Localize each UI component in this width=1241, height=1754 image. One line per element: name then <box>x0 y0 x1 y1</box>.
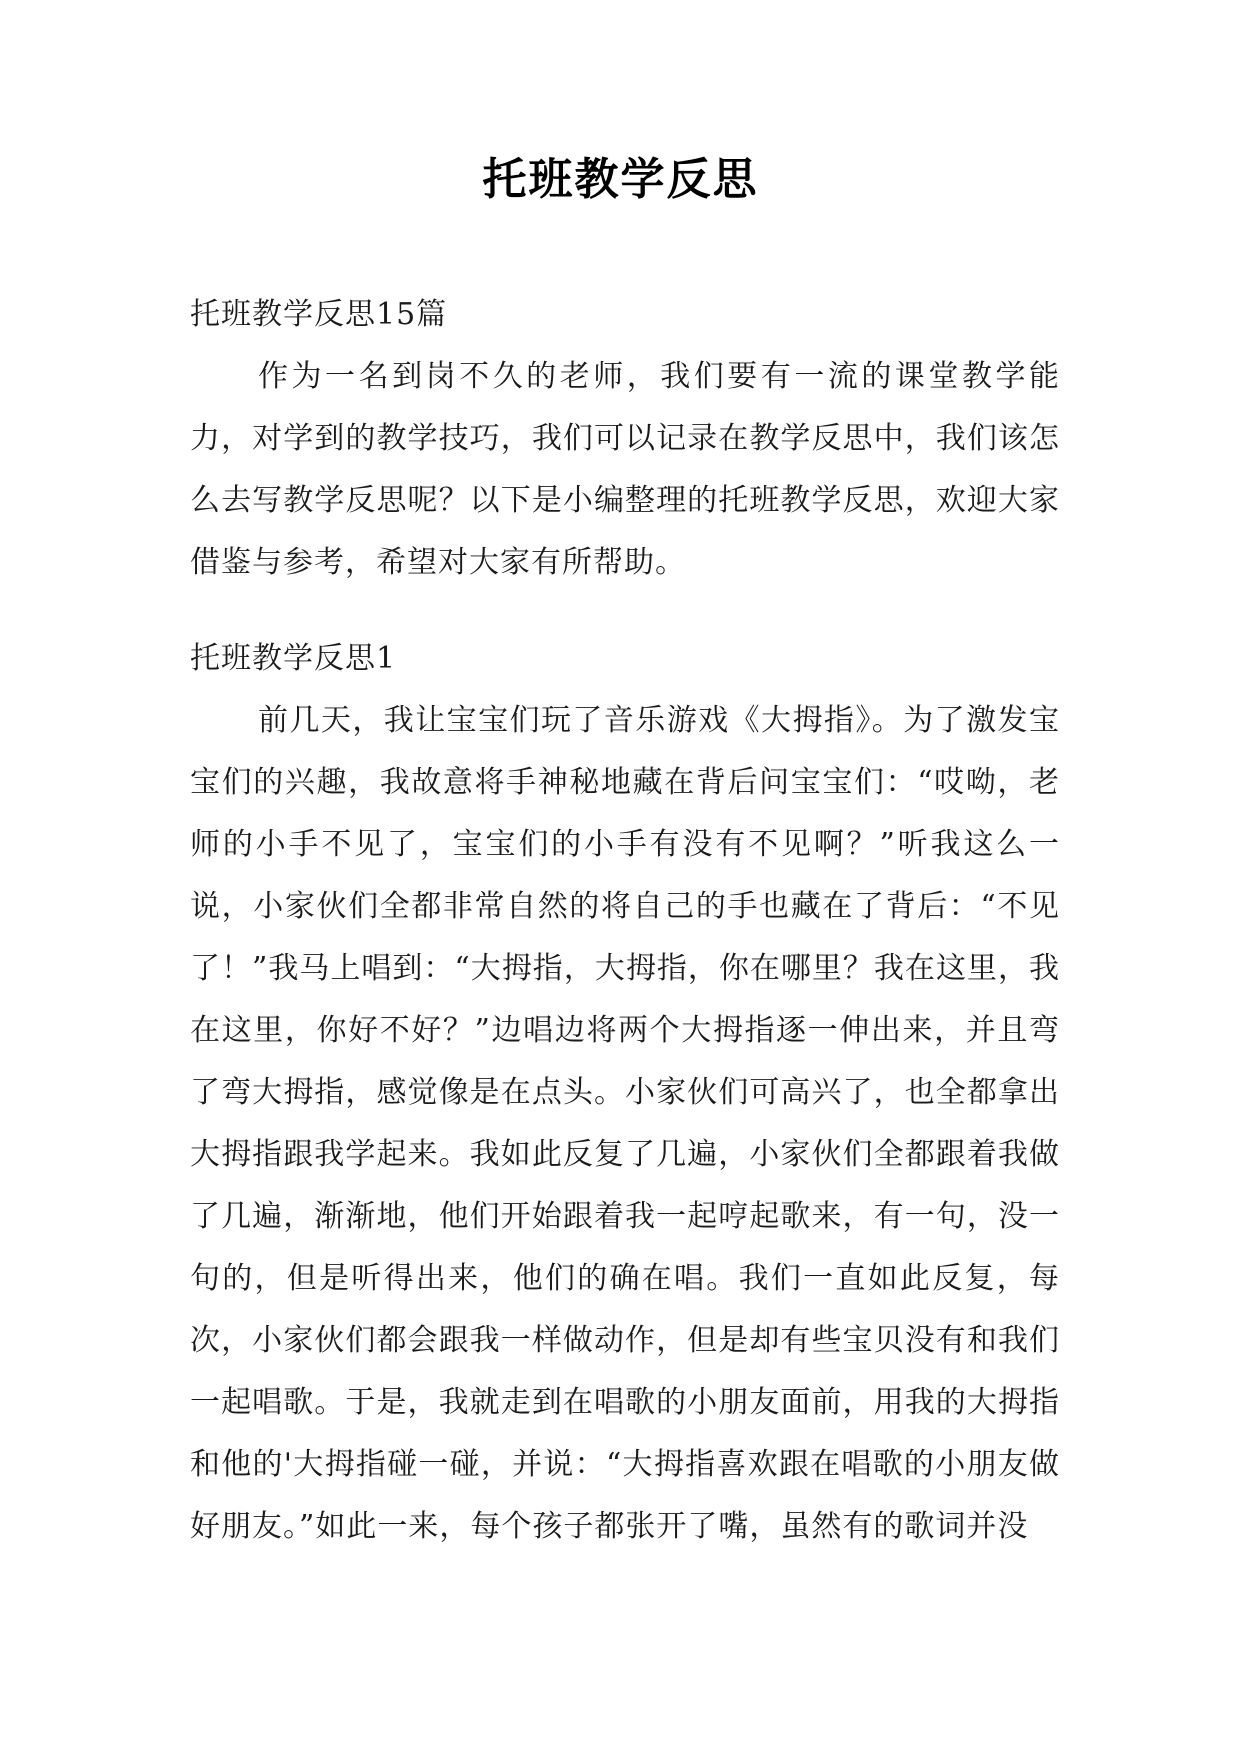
section1-body <box>190 690 1060 1558</box>
section1-heading: 托班教学反思1 <box>190 641 397 676</box>
section1-paragraph: 前几天，我让宝宝们玩了音乐游戏《大拇指》。为了激发宝宝们的兴趣，我故意将手神秘地藏在背后问宝宝们：“哎呦，老师的小手不见了，宝宝们的小手有没有不见啊？”听我这么一说，小家伙们全都非常自然的将自己的手也藏在了背后：“不见了！”我马上唱到：“大拇指，大拇指，你在哪里？我在这里，我在这里，你好不好？”边唱边将两个大拇指逐一伸出来，并且弯了弯大拇指，感觉像是在点头。小家伙们可高兴了，也全都拿出大拇指跟我学起来。我如此反复了几遍，小家伙们全都跟着我做了几遍，渐渐地，他们开始跟着我一起哼起歌来，有一句，没一句的，但是听得出来，他们的确在唱。我们一直如此反复，每次，小家伙们都会跟我一样做动作，但是却有些宝贝没有和我们一起唱歌。于是，我就走到在唱歌的小朋友面前，用我的大拇指和他的'大拇指碰一碰，并说：“大拇指喜欢跟在唱歌的小朋友做好朋友。”如此一来，每个孩子都张开了嘴，虽然有的歌词并没 <box>190 703 1060 1544</box>
intro-heading: 托班教学反思15篇 <box>190 297 448 332</box>
document-title: 托班教学反思 <box>482 154 759 205</box>
intro-section <box>190 346 1060 594</box>
intro-paragraph: 作为一名到岗不久的老师，我们要有一流的课堂教学能力，对学到的教学技巧，我们可以记录在教学反思中，我们该怎么去写教学反思呢？以下是小编整理的托班教学反思，欢迎大家借鉴与参考，希望对大家有所帮助。 <box>190 359 1060 580</box>
